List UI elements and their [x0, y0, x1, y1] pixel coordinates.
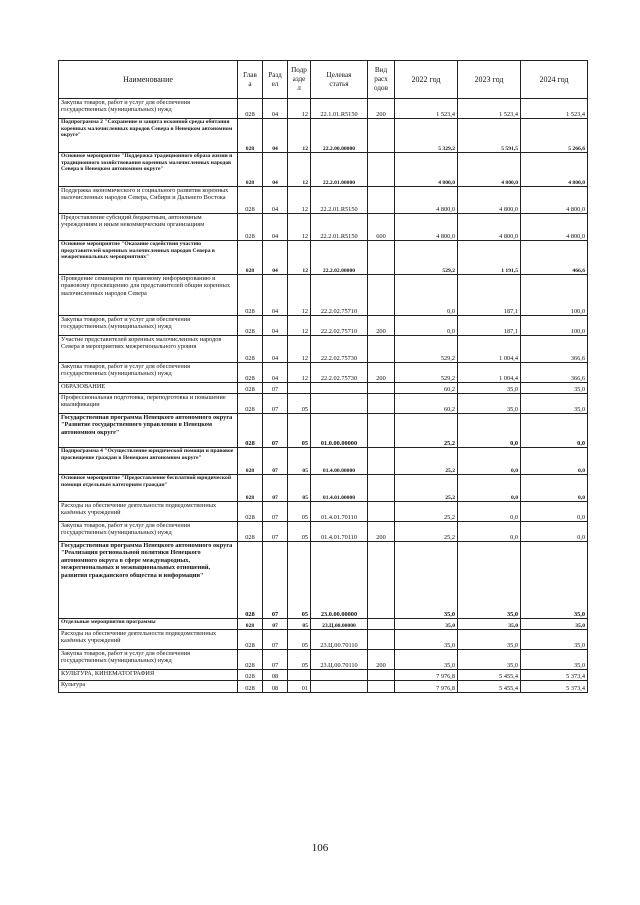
- page-number: 106: [311, 842, 329, 854]
- cell-year-2023: 1 191,5: [458, 241, 521, 275]
- cell-subsection: 12: [288, 214, 311, 241]
- cell-name: Расходы на обеспечение деятельности подведомственных казённых учреждений: [59, 502, 238, 522]
- cell-year-2023: 35,0: [458, 542, 521, 619]
- cell-name: Закупка товаров, работ и услуг для обеспечения государственных (муниципальных) нужд: [59, 522, 238, 542]
- cell-subsection: 05: [288, 619, 311, 630]
- cell-year-2023: 187,1: [458, 275, 521, 316]
- cell-subsection: 12: [288, 187, 311, 214]
- cell-name: Участие представителей коренных малочисленных народов Севера в мероприятиях межрегионального уровня: [59, 336, 238, 363]
- cell-chapter: 028: [238, 336, 263, 363]
- cell-name: ОБРАЗОВАНИЕ: [59, 383, 238, 394]
- cell-year-2023: 5 455,4: [458, 670, 521, 681]
- cell-chapter: 028: [238, 414, 263, 448]
- cell-name: Поддержка экономического и социального развития коренных малочисленных народов Севера, Сибири и Дальнего Востока: [59, 187, 238, 214]
- cell-target-article: 22.2.02.75730: [311, 336, 368, 363]
- cell-section: 04: [263, 187, 288, 214]
- cell-expense-type: 200: [368, 522, 395, 542]
- cell-year-2024: 35,0: [521, 650, 588, 670]
- cell-section: 04: [263, 99, 288, 119]
- table-row: [59, 542, 588, 619]
- cell-year-2022: 25,2: [395, 502, 458, 522]
- cell-year-2024: 100,0: [521, 275, 588, 316]
- cell-year-2024: 100,0: [521, 316, 588, 336]
- cell-chapter: 028: [238, 241, 263, 275]
- cell-expense-type: [368, 414, 395, 448]
- cell-subsection: [288, 670, 311, 681]
- cell-chapter: 028: [238, 650, 263, 670]
- cell-year-2023: 0,0: [458, 502, 521, 522]
- cell-year-2023: 0,0: [458, 522, 521, 542]
- cell-year-2023: 4 800,0: [458, 187, 521, 214]
- cell-year-2023: 187,1: [458, 316, 521, 336]
- table-row: [59, 153, 588, 187]
- cell-year-2023: 0,0: [458, 414, 521, 448]
- cell-expense-type: 600: [368, 214, 395, 241]
- cell-year-2022: 35,0: [395, 619, 458, 630]
- header-year-2023: 2023 год: [458, 61, 521, 99]
- cell-subsection: 12: [288, 363, 311, 383]
- table-row: [59, 681, 588, 693]
- cell-year-2022: 5 329,2: [395, 119, 458, 153]
- cell-chapter: 028: [238, 681, 263, 693]
- header-section: Разд ел: [263, 61, 288, 99]
- cell-year-2024: 35,0: [521, 394, 588, 414]
- cell-subsection: 05: [288, 475, 311, 502]
- cell-target-article: 01.4.01.00000: [311, 475, 368, 502]
- cell-chapter: 028: [238, 522, 263, 542]
- table-row: [59, 522, 588, 542]
- cell-expense-type: 200: [368, 363, 395, 383]
- cell-section: 04: [263, 336, 288, 363]
- table-row: [59, 619, 588, 630]
- header-subsection: Подр азде л: [288, 61, 311, 99]
- cell-year-2024: 5 373,4: [521, 670, 588, 681]
- cell-year-2024: 35,0: [521, 542, 588, 619]
- cell-year-2023: 1 004,4: [458, 336, 521, 363]
- cell-year-2022: 60,2: [395, 383, 458, 394]
- cell-year-2024: 35,0: [521, 630, 588, 650]
- cell-section: 04: [263, 363, 288, 383]
- cell-year-2024: 466,6: [521, 241, 588, 275]
- cell-year-2023: 5 591,5: [458, 119, 521, 153]
- cell-year-2023: 5 455,4: [458, 681, 521, 693]
- cell-chapter: 028: [238, 475, 263, 502]
- cell-year-2024: 5 373,4: [521, 681, 588, 693]
- cell-chapter: 028: [238, 670, 263, 681]
- cell-expense-type: [368, 119, 395, 153]
- cell-expense-type: [368, 448, 395, 475]
- cell-name: Государственная программа Ненецкого автономного округа "Реализация региональной политики Ненецкого автономного округа в сфере международных, межрегиональных и межнациональных отношений, развития гражданского общества и информации": [59, 542, 238, 619]
- cell-expense-type: [368, 670, 395, 681]
- cell-year-2022: 7 976,8: [395, 681, 458, 693]
- cell-year-2022: 35,0: [395, 650, 458, 670]
- cell-chapter: 028: [238, 502, 263, 522]
- cell-subsection: 12: [288, 336, 311, 363]
- cell-name: Культура: [59, 681, 238, 693]
- cell-name: Закупка товаров, работ и услуг для обеспечения государственных (муниципальных) нужд: [59, 650, 238, 670]
- cell-subsection: 12: [288, 241, 311, 275]
- budget-table: [58, 60, 588, 693]
- cell-subsection: 05: [288, 630, 311, 650]
- cell-name: Основное мероприятие "Предоставление бесплатной юридической помощи отдельным категориям граждан": [59, 475, 238, 502]
- cell-target-article: 22.2.01.R5150: [311, 187, 368, 214]
- cell-chapter: 028: [238, 619, 263, 630]
- cell-year-2022: 35,0: [395, 542, 458, 619]
- cell-year-2022: 0,0: [395, 316, 458, 336]
- cell-name: Подпрограмма 2 "Сохранение и защита исконной среды обитания коренных малочисленных народов Севера в Ненецком автономном округе": [59, 119, 238, 153]
- cell-chapter: 028: [238, 394, 263, 414]
- cell-subsection: 05: [288, 522, 311, 542]
- table-row: [59, 363, 588, 383]
- cell-subsection: 05: [288, 448, 311, 475]
- cell-name: Профессиональная подготовка, переподготовка и повышение квалификации: [59, 394, 238, 414]
- cell-name: Предоставление субсидий бюджетным, автономным учреждениям и иным некоммерческим организациям: [59, 214, 238, 241]
- cell-year-2024: 366,6: [521, 363, 588, 383]
- header-year-2022: 2022 год: [395, 61, 458, 99]
- header-expense-type: Вид расх одов: [368, 61, 395, 99]
- table-row: [59, 187, 588, 214]
- cell-year-2024: 0,0: [521, 502, 588, 522]
- cell-year-2023: 4 800,0: [458, 214, 521, 241]
- cell-expense-type: [368, 502, 395, 522]
- cell-section: 07: [263, 394, 288, 414]
- cell-year-2022: 25,2: [395, 522, 458, 542]
- cell-year-2023: 35,0: [458, 383, 521, 394]
- table-row: [59, 275, 588, 316]
- cell-name: Основное мероприятие "Поддержка традиционного образа жизни и традиционного хозяйствования коренных малочисленных народов Севера в Ненецком автономном округе": [59, 153, 238, 187]
- cell-name: Закупка товаров, работ и услуг для обеспечения государственных (муниципальных) нужд: [59, 316, 238, 336]
- cell-section: 04: [263, 214, 288, 241]
- cell-year-2022: 529,2: [395, 336, 458, 363]
- cell-expense-type: [368, 275, 395, 316]
- cell-target-article: [311, 394, 368, 414]
- table-row: [59, 650, 588, 670]
- cell-subsection: [288, 383, 311, 394]
- cell-section: 07: [263, 619, 288, 630]
- cell-year-2022: 0,0: [395, 275, 458, 316]
- cell-year-2024: 4 800,0: [521, 187, 588, 214]
- cell-chapter: 028: [238, 383, 263, 394]
- cell-chapter: 028: [238, 542, 263, 619]
- cell-section: 08: [263, 670, 288, 681]
- cell-chapter: 028: [238, 275, 263, 316]
- cell-subsection: 12: [288, 99, 311, 119]
- cell-target-article: 01.4.00.00000: [311, 448, 368, 475]
- cell-section: 07: [263, 650, 288, 670]
- cell-section: 08: [263, 681, 288, 693]
- cell-target-article: 22.2.02.75710: [311, 275, 368, 316]
- cell-name: Проведение семинаров по правовому информированию и правовому просвещению для представителей общин коренных малочисленных народов Севера: [59, 275, 238, 316]
- cell-year-2023: 4 800,0: [458, 153, 521, 187]
- table-row: [59, 475, 588, 502]
- table-row: [59, 448, 588, 475]
- table-row: [59, 394, 588, 414]
- table-row: [59, 670, 588, 681]
- cell-year-2024: 0,0: [521, 475, 588, 502]
- cell-expense-type: [368, 383, 395, 394]
- cell-name: Государственная программа Ненецкого автономного округа "Развитие государственного управления в Ненецком автономном округе": [59, 414, 238, 448]
- cell-subsection: 05: [288, 502, 311, 522]
- cell-target-article: 23.Ц.00.70110: [311, 630, 368, 650]
- cell-year-2024: 5 266,6: [521, 119, 588, 153]
- cell-target-article: 23.Ц.00.70110: [311, 650, 368, 670]
- cell-year-2023: 35,0: [458, 650, 521, 670]
- cell-target-article: 22.2.01.R5150: [311, 214, 368, 241]
- cell-year-2024: 35,0: [521, 619, 588, 630]
- cell-chapter: 028: [238, 363, 263, 383]
- cell-expense-type: 200: [368, 316, 395, 336]
- cell-year-2024: 0,0: [521, 522, 588, 542]
- header-target-article: Целевая статья: [311, 61, 368, 99]
- cell-target-article: [311, 681, 368, 693]
- table-row: [59, 119, 588, 153]
- cell-target-article: [311, 670, 368, 681]
- cell-section: 07: [263, 630, 288, 650]
- cell-name: КУЛЬТУРА, КИНЕМАТОГРАФИЯ: [59, 670, 238, 681]
- cell-expense-type: [368, 187, 395, 214]
- cell-target-article: 22.2.01.00000: [311, 153, 368, 187]
- cell-target-article: [311, 383, 368, 394]
- cell-target-article: 22.2.00.00000: [311, 119, 368, 153]
- cell-section: 04: [263, 241, 288, 275]
- cell-subsection: 05: [288, 414, 311, 448]
- cell-year-2024: 4 800,0: [521, 153, 588, 187]
- cell-section: 07: [263, 522, 288, 542]
- cell-subsection: 12: [288, 119, 311, 153]
- cell-year-2024: 35,0: [521, 383, 588, 394]
- cell-section: 07: [263, 414, 288, 448]
- cell-year-2023: 1 004,4: [458, 363, 521, 383]
- cell-year-2022: 4 800,0: [395, 214, 458, 241]
- budget-document: [58, 60, 587, 693]
- cell-year-2023: 35,0: [458, 619, 521, 630]
- cell-year-2022: 25,2: [395, 414, 458, 448]
- cell-target-article: 01.0.00.00000: [311, 414, 368, 448]
- cell-subsection: 12: [288, 153, 311, 187]
- cell-expense-type: [368, 681, 395, 693]
- cell-target-article: 22.2.02.75730: [311, 363, 368, 383]
- cell-name: Основное мероприятие "Оказание содействия участию представителей коренных малочисленных народов Севера в межрегиональных мероприятиях": [59, 241, 238, 275]
- cell-subsection: 01: [288, 681, 311, 693]
- cell-year-2022: 1 523,4: [395, 99, 458, 119]
- cell-target-article: 23.0.00.00000: [311, 542, 368, 619]
- cell-section: 07: [263, 502, 288, 522]
- cell-expense-type: [368, 153, 395, 187]
- cell-name: Отдельные мероприятия программы: [59, 619, 238, 630]
- cell-section: 07: [263, 448, 288, 475]
- cell-year-2022: 60,2: [395, 394, 458, 414]
- cell-section: 07: [263, 383, 288, 394]
- header-chapter: Глав а: [238, 61, 263, 99]
- cell-subsection: 05: [288, 394, 311, 414]
- cell-target-article: 23.Ц.00.00000: [311, 619, 368, 630]
- cell-section: 07: [263, 542, 288, 619]
- table-header-row: [59, 61, 588, 99]
- header-name: Наименование: [59, 61, 238, 99]
- cell-expense-type: [368, 475, 395, 502]
- cell-year-2022: 35,0: [395, 630, 458, 650]
- cell-target-article: 22.2.02.75710: [311, 316, 368, 336]
- table-row: [59, 502, 588, 522]
- table-row: [59, 630, 588, 650]
- cell-name: Расходы на обеспечение деятельности подведомственных казённых учреждений: [59, 630, 238, 650]
- cell-chapter: 028: [238, 448, 263, 475]
- cell-expense-type: [368, 394, 395, 414]
- cell-year-2024: 0,0: [521, 448, 588, 475]
- table-body: [59, 99, 588, 693]
- cell-year-2024: 0,0: [521, 414, 588, 448]
- table-row: [59, 214, 588, 241]
- cell-expense-type: [368, 336, 395, 363]
- cell-chapter: 028: [238, 119, 263, 153]
- cell-chapter: 028: [238, 214, 263, 241]
- cell-year-2022: 4 800,0: [395, 153, 458, 187]
- cell-target-article: 01.4.01.70110: [311, 502, 368, 522]
- table-row: [59, 99, 588, 119]
- cell-chapter: 028: [238, 153, 263, 187]
- table-row: [59, 383, 588, 394]
- cell-year-2024: 4 800,0: [521, 214, 588, 241]
- cell-year-2023: 35,0: [458, 394, 521, 414]
- cell-name: Подпрограмма 4 "Осуществление юридической помощи и правовое просвещение граждан в Ненецком автономном округе": [59, 448, 238, 475]
- cell-expense-type: [368, 630, 395, 650]
- cell-chapter: 028: [238, 630, 263, 650]
- cell-target-article: 22.2.02.00000: [311, 241, 368, 275]
- cell-subsection: 05: [288, 542, 311, 619]
- cell-year-2022: 529,2: [395, 363, 458, 383]
- cell-year-2022: 529,2: [395, 241, 458, 275]
- cell-subsection: 12: [288, 316, 311, 336]
- cell-expense-type: [368, 542, 395, 619]
- cell-section: 04: [263, 275, 288, 316]
- table-row: [59, 414, 588, 448]
- cell-section: 04: [263, 153, 288, 187]
- cell-year-2022: 4 800,0: [395, 187, 458, 214]
- cell-year-2022: 7 976,8: [395, 670, 458, 681]
- table-row: [59, 316, 588, 336]
- cell-year-2023: 0,0: [458, 475, 521, 502]
- cell-chapter: 028: [238, 99, 263, 119]
- table-row: [59, 336, 588, 363]
- cell-expense-type: 200: [368, 99, 395, 119]
- header-year-2024: 2024 год: [521, 61, 588, 99]
- cell-chapter: 028: [238, 316, 263, 336]
- cell-name: Закупка товаров, работ и услуг для обеспечения государственных (муниципальных) нужд: [59, 99, 238, 119]
- cell-subsection: 05: [288, 650, 311, 670]
- cell-expense-type: [368, 241, 395, 275]
- cell-year-2022: 25,2: [395, 448, 458, 475]
- cell-section: 04: [263, 316, 288, 336]
- cell-target-article: 22.1.01.R5150: [311, 99, 368, 119]
- cell-year-2024: 366,6: [521, 336, 588, 363]
- cell-section: 07: [263, 475, 288, 502]
- cell-name: Закупка товаров, работ и услуг для обеспечения государственных (муниципальных) нужд: [59, 363, 238, 383]
- cell-target-article: 01.4.01.70110: [311, 522, 368, 542]
- cell-year-2023: 1 523,4: [458, 99, 521, 119]
- cell-year-2023: 0,0: [458, 448, 521, 475]
- cell-chapter: 028: [238, 187, 263, 214]
- cell-expense-type: 200: [368, 650, 395, 670]
- cell-year-2024: 1 523,4: [521, 99, 588, 119]
- cell-year-2022: 25,2: [395, 475, 458, 502]
- cell-subsection: 12: [288, 275, 311, 316]
- cell-section: 04: [263, 119, 288, 153]
- table-row: [59, 241, 588, 275]
- cell-expense-type: [368, 619, 395, 630]
- cell-year-2023: 35,0: [458, 630, 521, 650]
